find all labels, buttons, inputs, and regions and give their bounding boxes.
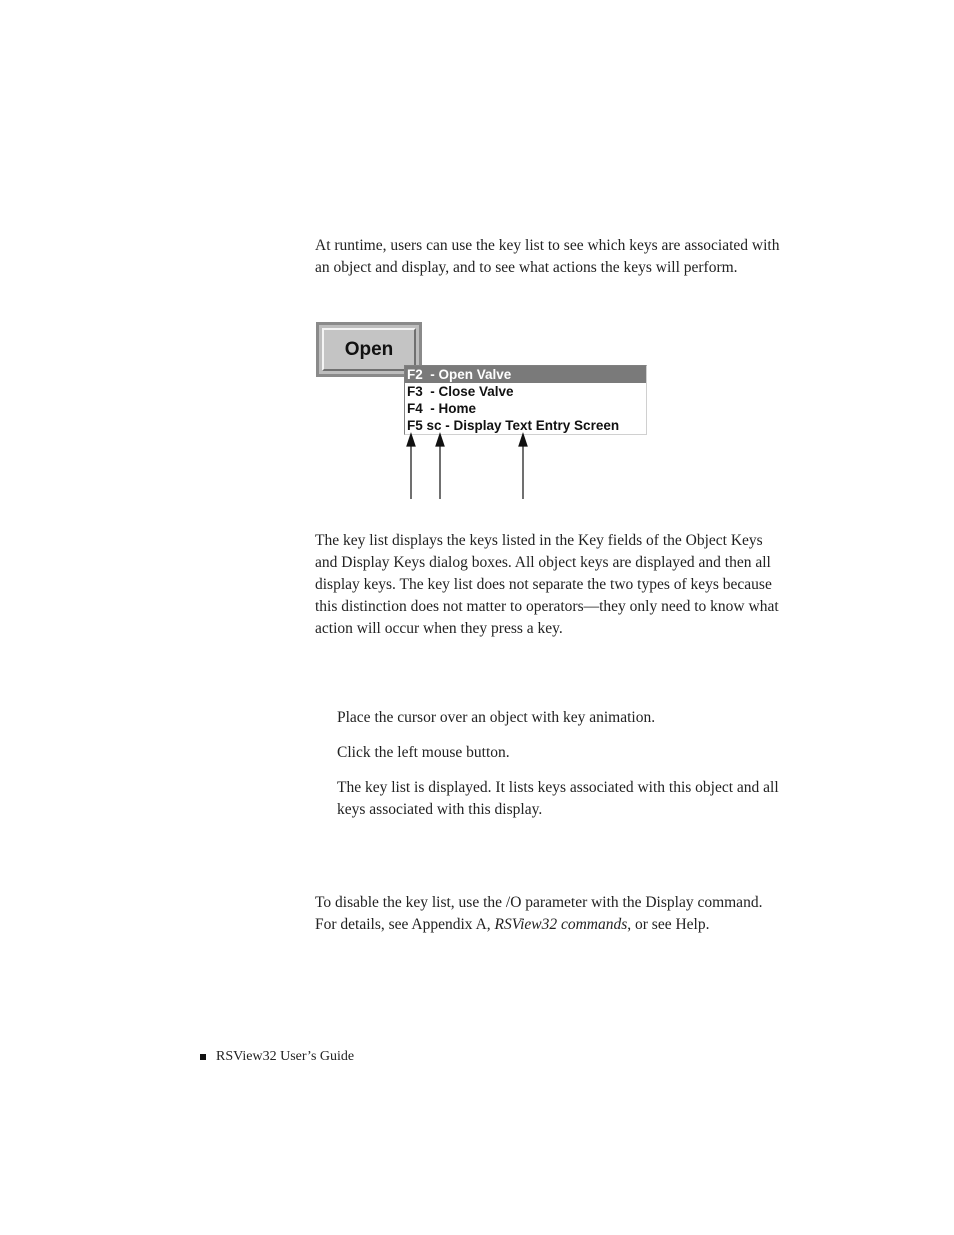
action-column-arrowhead [519, 434, 527, 446]
key-list-item-f5[interactable]: F5 sc - Display Text Entry Screen [407, 418, 620, 433]
key-list-item-f3[interactable]: F3 - Close Valve [407, 384, 514, 399]
step-1: Place the cursor over an object with key animation. [337, 709, 656, 726]
page-footer [200, 1047, 354, 1067]
footer-text: RSView32 User’s Guide [216, 1049, 355, 1064]
callout-arrows [315, 321, 655, 501]
disable-text-before: To disable the key list, use the /O parameter with the Display command. For details, see Appendix A, [315, 894, 763, 933]
open-button-label: Open [344, 338, 394, 360]
key-list-figure [315, 321, 655, 501]
description-paragraph: The key list displays the keys listed in the Key fields of the Object Keys and Display Keys dialog boxes. All object keys are displayed and then all display keys. The key list does not separate the two types of keys because this distinction does not matter to operators—they only need to know what action will occur when they press a key. [315, 532, 779, 637]
key-list-item-f2[interactable]: F2 - Open Valve [405, 366, 646, 383]
modifier-column-arrowhead [436, 434, 444, 446]
step-3: The key list is displayed. It lists keys associated with this object and all keys associated with this display. [337, 779, 779, 818]
rsview32-commands-reference: RSView32 commands [494, 916, 628, 933]
step-2: Click the left mouse button. [337, 744, 510, 761]
disable-text-after: , or see Help. [627, 916, 710, 933]
intro-paragraph: At runtime, users can use the key list to see which keys are associated with an object and display, and to see what actions the keys will perform. [315, 237, 780, 276]
key-list-item-f4[interactable]: F4 - Home [407, 401, 477, 416]
footer-bullet-icon [200, 1054, 206, 1060]
key-column-arrowhead [407, 434, 415, 446]
disable-paragraph [315, 892, 785, 936]
